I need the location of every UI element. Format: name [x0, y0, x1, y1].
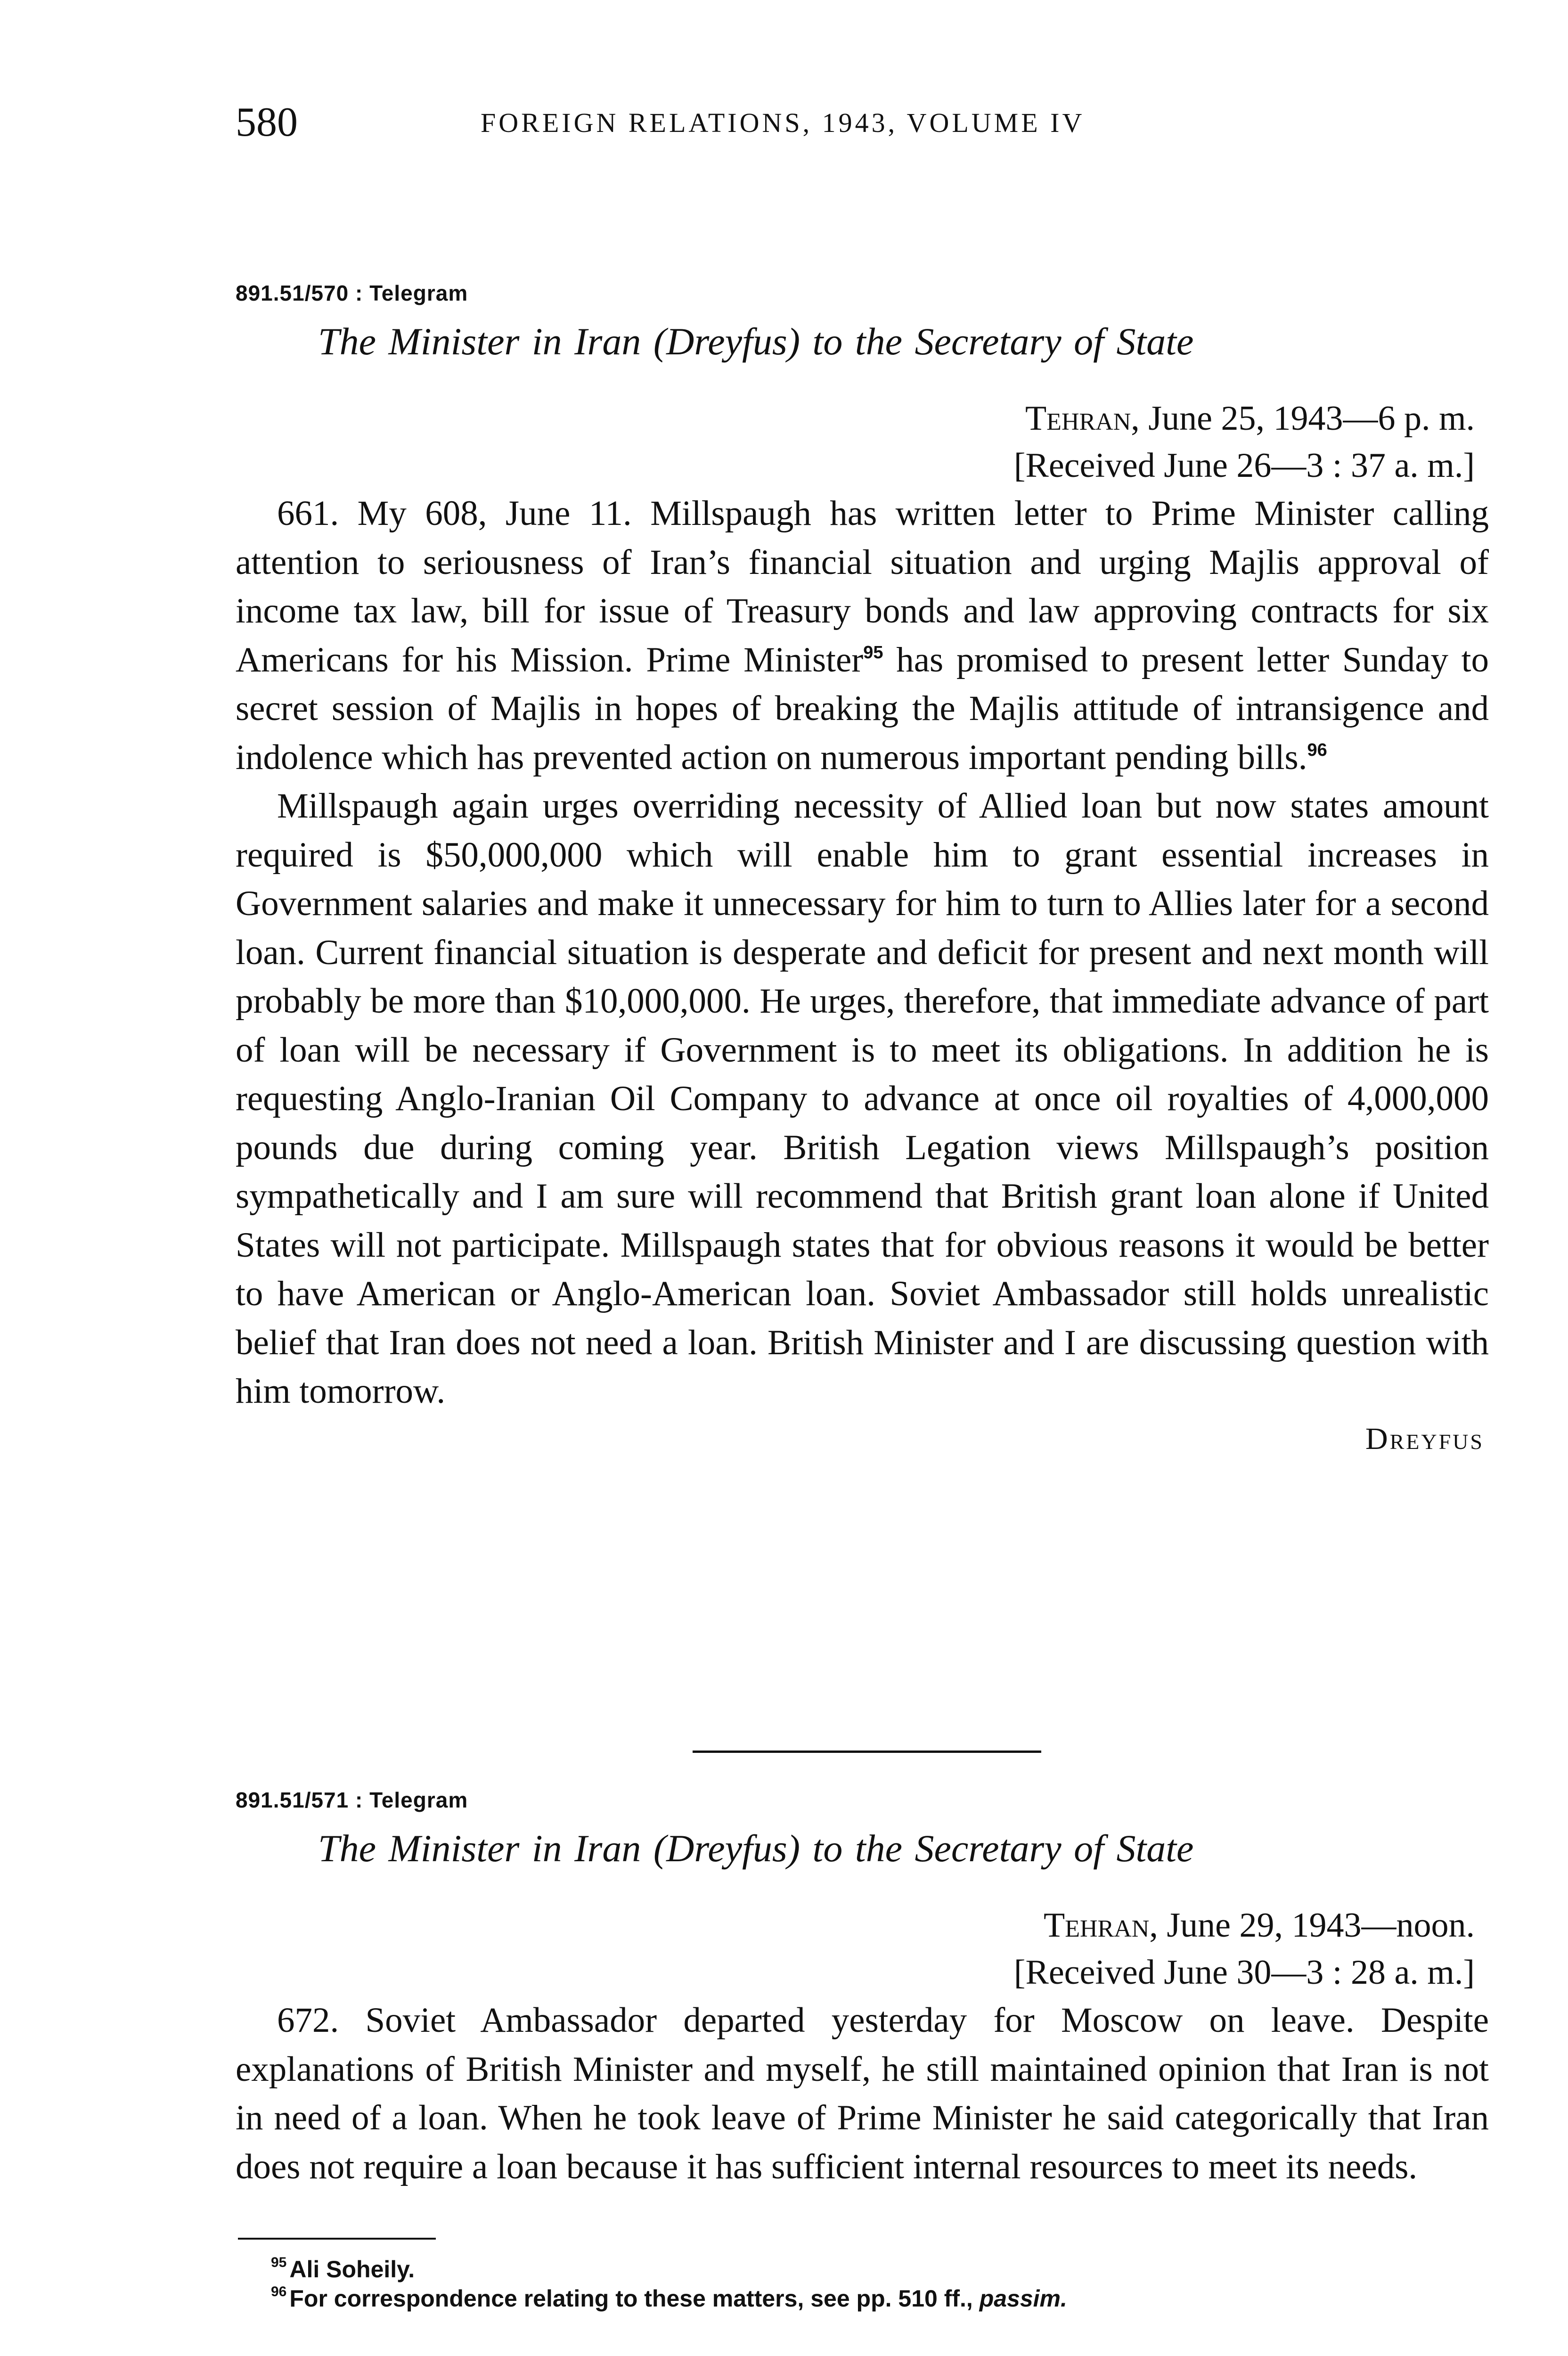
footnote-mark: 96: [271, 2284, 287, 2299]
paragraph: [236, 489, 1489, 782]
footnotes: [271, 2255, 1486, 2313]
footnote: [271, 2255, 1486, 2284]
paragraph: Millspaugh again urges overriding necessity of Allied loan but now states amount required is $50,000,000 which will enable him to grant essential increases in Government salaries and make it unnecessary for him to turn to Allies later for a second loan. Current financial situation is desperate and deficit for present and next month will probably be more than $10,000,000. He urges, therefore, that immediate advance of part of loan will be necessary if Government is to meet its obligations. In addition he is requesting Anglo-Iranian Oil Company to advance at once oil royalties of 4,000,000 pounds due during coming year. British Legation views Millspaugh’s position sympathetically and I am sure will recommend that British grant loan alone if United States will not participate. Millspaugh states that for obvious reasons it would be better to have American or Anglo-American loan. Soviet Ambassador still holds unrealistic belief that Iran does not need a loan. British Minister and I are discussing question with him tomorrow.: [236, 786, 1489, 1411]
file-reference: 891.51/571 : Telegram: [236, 1788, 468, 1812]
dateline-date: , June 29, 1943—noon.: [1149, 1906, 1475, 1945]
footnote-rule: [238, 2238, 436, 2240]
dateline: [236, 395, 1489, 442]
running-title: FOREIGN RELATIONS, 1943, VOLUME IV: [481, 107, 1085, 138]
footnote-text: Ali Soheily.: [289, 2256, 415, 2282]
document-title: The Minister in Iran (Dreyfus) to the Secretary of State: [318, 1827, 1194, 1870]
telegram-571: [236, 1786, 1489, 2191]
paragraph-text: has promised to present letter Sunday to secret session of Majlis in hopes of breaking the Majlis attitude of intransigence and indolence which has prevented action on numerous important pending bills.: [236, 640, 1489, 777]
footnote-mark: 95: [271, 2255, 287, 2270]
dateline-date: , June 25, 1943—6 p. m.: [1131, 399, 1475, 438]
running-head: [236, 97, 1470, 148]
page-number: 580: [236, 99, 298, 145]
section-divider: [693, 1751, 1041, 1753]
received-note: [Received June 30—3 : 28 a. m.]: [1013, 1953, 1475, 1992]
footnote-text: For correspondence relating to these matters, see pp. 510 ff.,: [289, 2285, 980, 2312]
signature: Dreyfus: [1365, 1421, 1484, 1456]
footnote-ref: 95: [863, 642, 883, 663]
paragraph-text: 661. My 608, June 11. Millspaugh has written letter to Prime Minister calling attention to seriousness of Iran’s financial situation and urging Majlis approval of income tax law, bill for issue of Treasury bonds and law approving contracts for six Americans for his Mission. Prime Minister: [236, 494, 1489, 679]
document-title: The Minister in Iran (Dreyfus) to the Secretary of State: [318, 320, 1194, 363]
dateline: [236, 1902, 1489, 1949]
received-note: [Received June 26—3 : 37 a. m.]: [1013, 446, 1475, 485]
footnote-italic: passim.: [979, 2285, 1067, 2312]
telegram-570: [236, 279, 1489, 1460]
paragraph: 672. Soviet Ambassador departed yesterday for Moscow on leave. Despite explanations of British Minister and myself, he still maintained opinion that Iran is not in need of a loan. When he took leave of Prime Minister he said categorically that Iran does not require a loan because it has sufficient internal resources to meet its needs.: [236, 2001, 1489, 2186]
footnote: [271, 2284, 1486, 2313]
dateline-place: Tehran: [1025, 399, 1131, 438]
footnote-ref: 96: [1307, 740, 1327, 760]
dateline-place: Tehran: [1044, 1906, 1150, 1945]
telegram-body: [236, 489, 1489, 1416]
file-reference: 891.51/570 : Telegram: [236, 281, 468, 305]
telegram-body: [236, 1996, 1489, 2191]
